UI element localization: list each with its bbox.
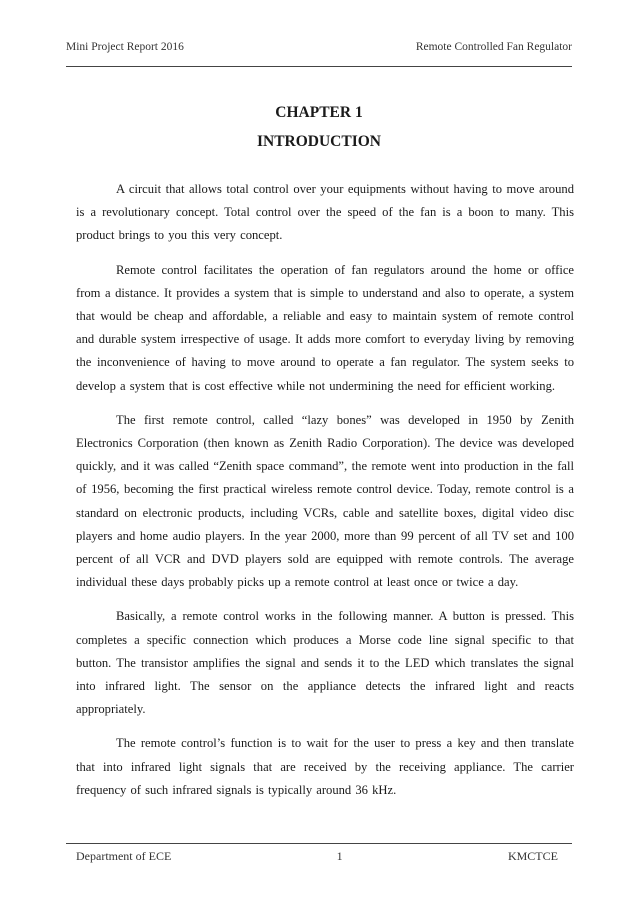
paragraph: A circuit that allows total control over your equipments without having to move around is a revolutionary concept. Total control over the speed of the fan is a boon to many. This product brings to you this very concept.	[76, 182, 574, 243]
paragraph: Remote control facilitates the operation of fan regulators around the home or office from a distance. It provides a system that is simple to understand and also to operate, a system that would be cheap and affordable, a reliable and easy to maintain system of remote control and durable system irrespective of usage. It adds more comfort to everyday living by removing the inconvenience of having to move around to operate a fan regulator. The system seeks to develop a system that is cost effective while not undermining the need for efficient working.	[76, 262, 574, 393]
page-header	[66, 40, 572, 54]
footer-department: Department of ECE	[76, 849, 172, 863]
chapter-title: INTRODUCTION	[256, 133, 381, 150]
chapter-body	[76, 178, 574, 813]
chapter-number: CHAPTER 1	[275, 104, 363, 121]
paragraph: Basically, a remote control works in the following manner. A button is pressed. This completes a specific connection which produces a Morse code line signal specific to that button. The transistor amplifies the signal and sends it to the LED which translates the signal into infrared light. The sensor on the appliance detects the infrared light and reacts appropriately.	[76, 609, 574, 717]
header-project-title: Remote Controlled Fan Regulator	[415, 41, 572, 53]
footer-divider	[66, 843, 572, 844]
page-footer	[76, 849, 558, 863]
header-divider	[66, 66, 572, 67]
paragraph: The first remote control, called “lazy bones” was developed in 1950 by Zenith Electronics Corporation (then known as Zenith Radio Corporation). The device was developed quickly, and it was called “Zenith space command”, the remote went into production in the fall of 1956, becoming the first practical wireless remote control device. Today, remote control is a standard on electronic products, including VCRs, cable and satellite boxes, digital video disc players and home audio players. In the year 2000, more than 99 percent of all TV set and 100 percent of all VCR and DVD players sold are equipped with remote controls. The average individual these days probably picks up a remote control at least once or twice a day.	[76, 412, 574, 590]
header-report-title: Mini Project Report 2016	[66, 41, 184, 53]
footer-institution: KMCTCE	[507, 849, 558, 863]
page-number: 1	[336, 849, 343, 863]
paragraph: The remote control’s function is to wait for the user to press a key and then translate that into infrared light signals that are received by the receiving appliance. The carrier frequency of such infrared signals is typically around 36 kHz.	[76, 736, 574, 797]
